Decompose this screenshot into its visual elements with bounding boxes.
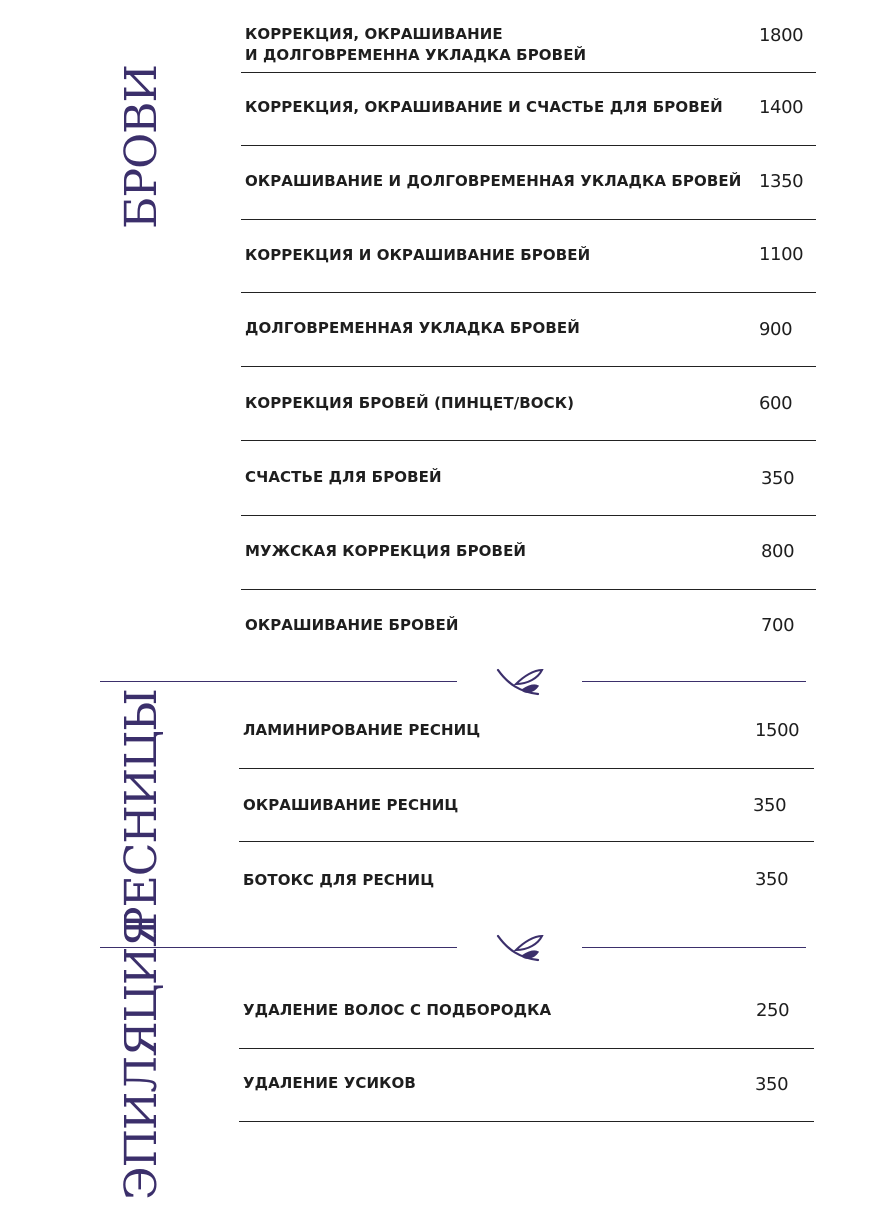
price-row <box>241 517 816 590</box>
service-price: 800 <box>761 541 795 562</box>
service-price: 350 <box>755 1074 789 1095</box>
price-row <box>239 844 814 917</box>
service-name: ОКРАШИВАНИЕ И ДОЛГОВРЕМЕННАЯ УКЛАДКА БРОВЕЙ <box>245 172 742 190</box>
service-price: 600 <box>759 393 793 414</box>
service-name: КОРРЕКЦИЯ, ОКРАШИВАНИЕ И СЧАСТЬЕ ДЛЯ БРОВЕЙ <box>245 98 723 116</box>
service-name: ДОЛГОВРЕМЕННАЯ УКЛАДКА БРОВЕЙ <box>245 319 580 337</box>
price-row <box>241 368 816 441</box>
service-price: 1350 <box>759 171 804 192</box>
section-title-lashes: РЕСНИЦЫ <box>116 689 167 936</box>
price-row <box>241 294 816 367</box>
service-price: 350 <box>761 468 795 489</box>
service-name: БОТОКС ДЛЯ РЕСНИЦ <box>243 871 435 889</box>
price-row <box>241 0 816 73</box>
price-row <box>241 220 816 293</box>
leaf-branch-icon <box>494 664 546 700</box>
service-name: ОКРАШИВАНИЕ РЕСНИЦ <box>243 796 459 814</box>
section-divider-right <box>582 681 806 682</box>
service-name: СЧАСТЬЕ ДЛЯ БРОВЕЙ <box>245 468 442 486</box>
section-divider-right <box>582 947 806 948</box>
price-row <box>241 591 816 664</box>
section-divider-left <box>100 681 457 682</box>
price-row <box>239 976 814 1049</box>
service-price: 900 <box>759 319 793 340</box>
service-price: 1800 <box>759 25 804 46</box>
service-price: 1100 <box>759 244 804 265</box>
service-name: УДАЛЕНИЕ УСИКОВ <box>243 1074 416 1092</box>
service-name: ЛАМИНИРОВАНИЕ РЕСНИЦ <box>243 721 481 739</box>
service-price: 350 <box>753 795 787 816</box>
leaf-branch-icon <box>494 930 546 966</box>
service-price: 1400 <box>759 97 804 118</box>
price-row <box>241 73 816 146</box>
service-name: КОРРЕКЦИЯ И ОКРАШИВАНИЕ БРОВЕЙ <box>245 246 591 264</box>
service-name: ОКРАШИВАНИЕ БРОВЕЙ <box>245 616 459 634</box>
service-price: 700 <box>761 615 795 636</box>
service-price: 1500 <box>755 720 800 741</box>
section-title-epilation: ЭПИЛЯЦИЯ <box>116 913 167 1200</box>
section-title-brows: БРОВИ <box>116 65 167 229</box>
price-row <box>241 443 816 516</box>
price-row <box>241 147 816 220</box>
service-name: МУЖСКАЯ КОРРЕКЦИЯ БРОВЕЙ <box>245 542 527 560</box>
price-row <box>239 769 814 842</box>
service-name: УДАЛЕНИЕ ВОЛОС С ПОДБОРОДКА <box>243 1001 552 1019</box>
service-price: 350 <box>755 869 789 890</box>
price-row <box>239 1049 814 1122</box>
price-row <box>239 696 814 769</box>
service-price: 250 <box>756 1000 790 1021</box>
service-name: КОРРЕКЦИЯ, ОКРАШИВАНИЕ И ДОЛГОВРЕМЕННА УКЛАДКА БРОВЕЙ <box>245 25 587 64</box>
service-name: КОРРЕКЦИЯ БРОВЕЙ (ПИНЦЕТ/ВОСК) <box>245 394 575 412</box>
